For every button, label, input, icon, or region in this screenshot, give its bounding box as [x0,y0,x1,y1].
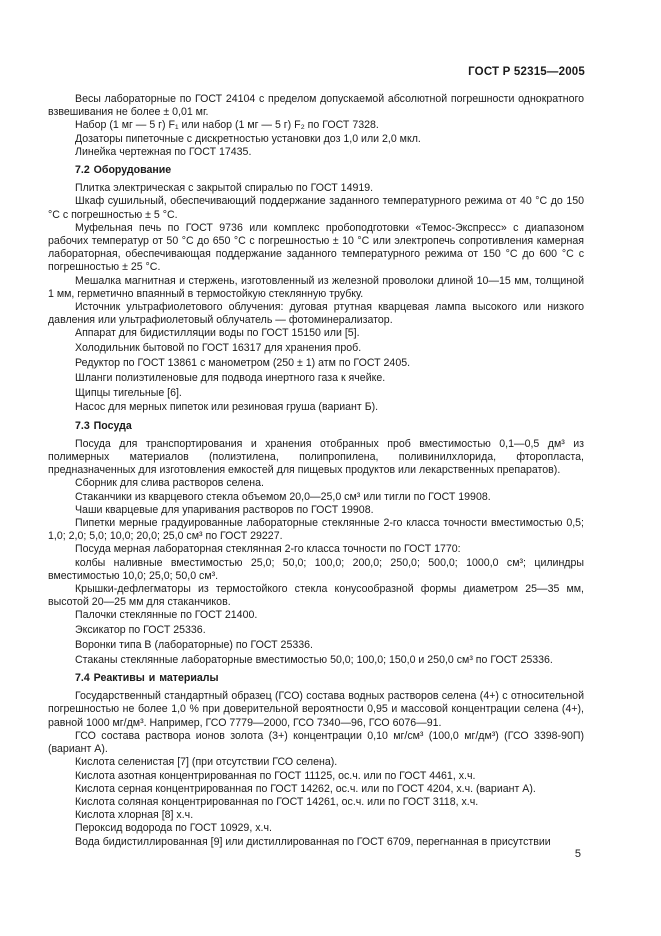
paragraph: Государственный стандартный образец (ГСО) состава водных растворов селена (4+) с относительной погрешностью не более 1,0 % при доверительной вероятности 0,95 и массовой концентрации селена (4+), равной 1000 мг/дм³. Например, ГСО 7779—2000, ГСО 7340—96, ГСО 6076—91. [48,690,584,729]
paragraph: Холодильник бытовой по ГОСТ 16317 для хранения проб. [75,342,362,355]
paragraph: Кислота азотная концентрированная по ГОСТ 11125, ос.ч. или по ГОСТ 4461, х.ч. [75,769,476,782]
paragraph: Муфельная печь по ГОСТ 9736 или комплекс пробоподготовки «Темос-Экспресс» с диапазоном рабочих температур от 50 °С до 650 °С с погрешностью ± 10 °С или электропечь сопротивления камерная лабораторная, обеспечивающая поддержание заданного температурного режима от 150 °С до 600 °С с погрешностью ± 25 °С. [48,221,584,274]
paragraph: Шкаф сушильный, обеспечивающий поддержание заданного температурного режима от 40 °С до 150 °С с погрешностью ± 5 °С. [48,195,584,221]
paragraph: Вода бидистиллированная [9] или дистиллированная по ГОСТ 6709, перегнанная в присутствии [75,835,551,848]
paragraph: Плитка электрическая с закрытой спиралью по ГОСТ 14919. [75,182,374,195]
paragraph: Кислота селенистая [7] (при отсутствии ГСО селена). [75,756,338,769]
paragraph: Щипцы тигельные [6]. [75,386,182,399]
paragraph: Пипетки мерные градуированные лабораторные стеклянные 2-го класса точности вместимостью 0,5; 1,0; 2,0; 5,0; 10,0; 20,0; 25,0 см³ по ГОСТ 29227. [48,517,584,543]
paragraph: Палочки стеклянные по ГОСТ 21400. [75,609,258,622]
paragraph: Линейка чертежная по ГОСТ 17435. [75,145,252,158]
paragraph: колбы наливные вместимостью 25,0; 50,0; 100,0; 200,0; 250,0; 500,0; 1000,0 см³; цилиндры вместимостью 10,0; 25,0; 50,0 см³. [48,556,584,582]
paragraph: Источник ультрафиолетового облучения: дуговая ртутная кварцевая лампа высокого или низкого давления или ультрафиолетовый облучатель — фотоминерализатор. [48,301,584,327]
paragraph: Пероксид водорода по ГОСТ 10929, х.ч. [75,822,272,835]
paragraph: Насос для мерных пипеток или резиновая груша (вариант Б). [75,401,379,414]
paragraph: Посуда мерная лабораторная стеклянная 2-го класса точности по ГОСТ 1770: [75,543,461,556]
paragraph: Сборник для слива растворов селена. [75,477,264,490]
paragraph: Кислота серная концентрированная по ГОСТ 14262, ос.ч. или по ГОСТ 4204, х.ч. (вариант А). [75,782,536,795]
paragraph: Кислота соляная концентрированная по ГОСТ 14261, ос.ч. или по ГОСТ 3118, х.ч. [75,795,479,808]
page-number: 5 [574,848,581,860]
paragraph: Шланги полиэтиленовые для подвода инертного газа к ячейке. [75,371,386,384]
section-heading-reagents: 7.4 Реактивы и материалы [75,672,219,685]
paragraph: Эксикатор по ГОСТ 25336. [75,624,206,637]
document-body [48,93,584,849]
paragraph: Воронки типа В (лабораторные) по ГОСТ 25336. [75,639,313,652]
paragraph: Аппарат для бидистилляции воды по ГОСТ 15150 или [5]. [75,327,360,340]
section-heading-glassware: 7.3 Посуда [75,419,132,432]
paragraph: Мешалка магнитная и стержень, изготовленный из железной проволоки длиной 10—15 мм, толщиной 1 мм, герметично впаянный в термостойкую стеклянную трубку. [48,274,584,300]
paragraph: Кислота хлорная [8] х.ч. [75,809,194,822]
paragraph: Стаканы стеклянные лабораторные вместимостью 50,0; 100,0; 150,0 и 250,0 см³ по ГОСТ 25336. [75,653,553,666]
paragraph: Крышки-дефлегматоры из термостойкого стекла конусообразной формы диаметром 25—35 мм, высотой 20—25 мм для стаканчиков. [48,583,584,609]
paragraph: Весы лабораторные по ГОСТ 24104 с пределом допускаемой абсолютной погрешности однократного взвешивания не более ± 0,01 мг. [48,93,584,119]
section-heading-equipment: 7.2 Оборудование [75,164,172,177]
paragraph: Редуктор по ГОСТ 13861 с манометром (250 ± 1) атм по ГОСТ 2405. [75,357,411,370]
paragraph: Стаканчики из кварцевого стекла объемом 20,0—25,0 см³ или тигли по ГОСТ 19908. [75,490,491,503]
paragraph: ГСО состава раствора ионов золота (3+) концентрации 0,10 мг/см³ (100,0 мг/дм³) (ГСО 3398-90П) (вариант А). [48,729,584,756]
paragraph: Чаши кварцевые для упаривания растворов по ГОСТ 19908. [75,503,374,516]
paragraph: Дозаторы пипеточные с дискретностью установки доз 1,0 или 2,0 мкл. [75,132,421,145]
standard-header: ГОСТ Р 52315—2005 [468,66,585,78]
paragraph: Посуда для транспортирования и хранения отобранных проб вместимостью 0,1—0,5 дм³ из полимерных материалов (полиэтилена, полипропилена, поливинилхлорида, фторопласта, предназначенных для изготовления емкостей для пищевых продуктов или лекарственных препаратов). [48,437,584,477]
paragraph: Набор (1 мг — 5 г) F₁ или набор (1 мг — 5 г) F₂ по ГОСТ 7328. [75,119,379,132]
